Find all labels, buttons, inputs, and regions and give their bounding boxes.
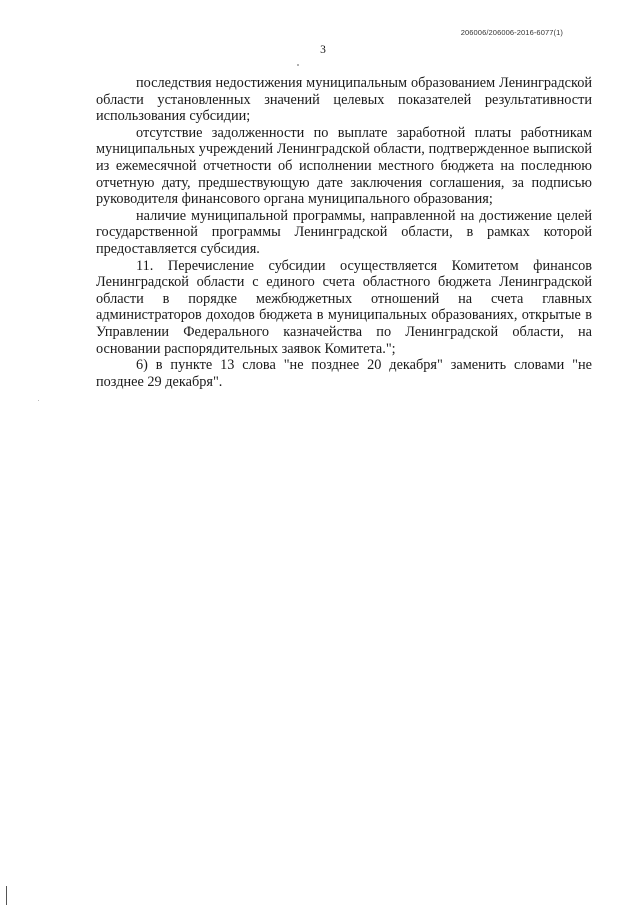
paragraph-municipal-program: наличие муниципальной программы, направленной на достижение целей государственной программы Ленинградской области, в рамках которой предоставляется субсидия. [96, 207, 592, 257]
paragraph-item-11: 11. Перечисление субсидии осуществляется Комитетом финансов Ленинградской области с единого счета областного бюджета Ленинградской области в порядке межбюджетных отношений на счета главных администраторов доходов бюджета в муниципальных образованиях, открытые в Управлении Федерального казначейства по Ленинградской области, на основании распорядительных заявок Комитета."; [96, 257, 592, 357]
document-id: 206006/206006-2016-6077(1) [460, 28, 563, 37]
scan-speck [38, 400, 39, 401]
scan-dot [297, 64, 299, 66]
paragraph-item-6: 6) в пункте 13 слова "не позднее 20 декабря" заменить словами "не позднее 29 декабря". [96, 357, 592, 390]
document-body [96, 75, 592, 390]
page-number: 3 [320, 44, 326, 56]
scan-edge-mark [6, 886, 7, 905]
paragraph-consequences: последствия недостижения муниципальным образованием Ленинградской области установленных значений целевых показателей результативности использования субсидии; [96, 75, 592, 125]
paragraph-no-wage-arrears: отсутствие задолженности по выплате заработной платы работникам муниципальных учреждений Ленинградской области, подтвержденное выпиской из ежемесячной отчетности об исполнении местного бюджета на последнюю отчетную дату, предшествующую дате заключения соглашения, за подписью руководителя финансового органа муниципального образования; [96, 124, 592, 208]
